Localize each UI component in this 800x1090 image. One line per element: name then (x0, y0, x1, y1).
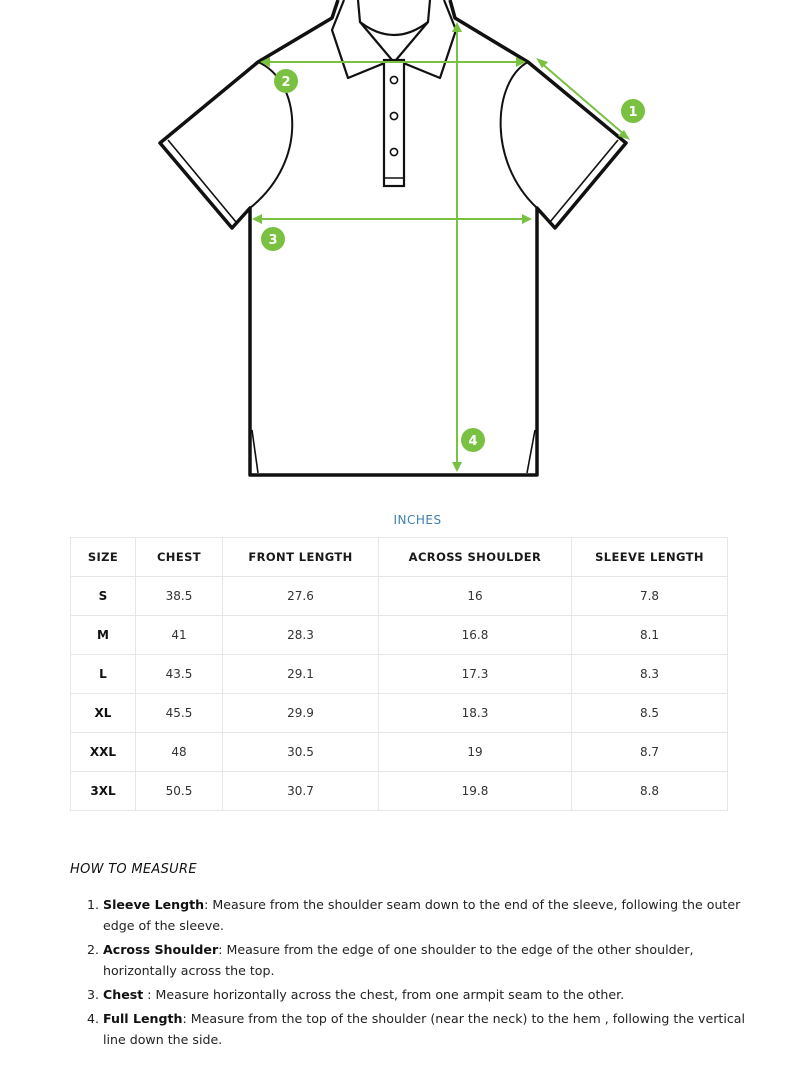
list-item (103, 939, 753, 981)
chest-cell: 43.5 (136, 655, 223, 694)
front-length-cell: 29.9 (223, 694, 379, 733)
marker-label: 3 (268, 233, 278, 248)
measure-term: Full Length (103, 1011, 183, 1026)
size-cell: XXL (71, 733, 136, 772)
size-cell: L (71, 655, 136, 694)
term-separator: : (218, 942, 227, 957)
column-header-size: SIZE (71, 538, 136, 577)
measure-lines (252, 22, 630, 472)
front-length-cell: 30.7 (223, 772, 379, 811)
front-length-cell: 30.5 (223, 733, 379, 772)
size-cell: 3XL (71, 772, 136, 811)
column-header-front-length: FRONT LENGTH (223, 538, 379, 577)
button-icon (390, 112, 397, 119)
chest-cell: 50.5 (136, 772, 223, 811)
front-length-cell: 27.6 (223, 577, 379, 616)
sleeve-length-cell: 8.7 (572, 733, 728, 772)
measure-description: Measure horizontally across the chest, from one armpit seam to the other. (155, 987, 625, 1002)
list-item (103, 984, 753, 1005)
marker-label: 4 (468, 434, 478, 449)
column-header-sleeve-length: SLEEVE LENGTH (572, 538, 728, 577)
marker-badge-3 (261, 227, 285, 251)
across-shoulder-cell: 17.3 (379, 655, 572, 694)
measure-description: Measure from the shoulder seam down to the end of the sleeve, following the outer edge of the sleeve. (103, 897, 741, 933)
measure-description: Measure from the top of the shoulder (near the neck) to the hem , following the vertical line down the side. (103, 1011, 746, 1047)
sleeve-length-cell: 7.8 (572, 577, 728, 616)
term-separator: : (143, 987, 156, 1002)
table-row (71, 616, 728, 655)
front-length-cell: 29.1 (223, 655, 379, 694)
sleeve-length-cell: 8.3 (572, 655, 728, 694)
front-length-cell: 28.3 (223, 616, 379, 655)
how-to-measure-title: HOW TO MEASURE (70, 862, 197, 877)
across-shoulder-cell: 19 (379, 733, 572, 772)
table-row (71, 577, 728, 616)
table-header-row (71, 538, 728, 577)
table-row (71, 694, 728, 733)
measure-term: Across Shoulder (103, 942, 219, 957)
across-shoulder-cell: 19.8 (379, 772, 572, 811)
column-header-chest: CHEST (136, 538, 223, 577)
how-to-measure-list (70, 894, 753, 1053)
table-row (71, 733, 728, 772)
measure-term: Sleeve Length (103, 897, 205, 912)
list-item (103, 1008, 753, 1050)
column-header-across-shoulder: ACROSS SHOULDER (379, 538, 572, 577)
chest-cell: 45.5 (136, 694, 223, 733)
sleeve-length-cell: 8.5 (572, 694, 728, 733)
marker-label: 2 (281, 75, 291, 90)
marker-badge-1 (621, 99, 645, 123)
placket (384, 60, 404, 186)
table-row (71, 772, 728, 811)
unit-label: INCHES (393, 513, 442, 527)
marker-badge-4 (461, 428, 485, 452)
across-shoulder-cell: 16 (379, 577, 572, 616)
size-cell: XL (71, 694, 136, 733)
sleeve-length-line (540, 62, 626, 136)
size-cell: S (71, 577, 136, 616)
across-shoulder-cell: 18.3 (379, 694, 572, 733)
sleeve-length-cell: 8.1 (572, 616, 728, 655)
button-icon (390, 148, 397, 155)
across-shoulder-cell: 16.8 (379, 616, 572, 655)
list-item (103, 894, 753, 936)
measure-term: Chest (103, 987, 144, 1002)
button-icon (390, 76, 397, 83)
marker-badge-2 (274, 69, 298, 93)
chest-cell: 38.5 (136, 577, 223, 616)
size-cell: M (71, 616, 136, 655)
chest-cell: 41 (136, 616, 223, 655)
size-chart-table (70, 537, 728, 811)
term-separator: : (204, 897, 213, 912)
table-row (71, 655, 728, 694)
marker-label: 1 (628, 105, 638, 120)
measure-description: Measure from the edge of one shoulder to the edge of the other shoulder, horizontally across the top. (103, 942, 694, 978)
polo-shirt-diagram (0, 0, 800, 500)
term-separator: : (182, 1011, 191, 1026)
chest-cell: 48 (136, 733, 223, 772)
sleeve-length-cell: 8.8 (572, 772, 728, 811)
